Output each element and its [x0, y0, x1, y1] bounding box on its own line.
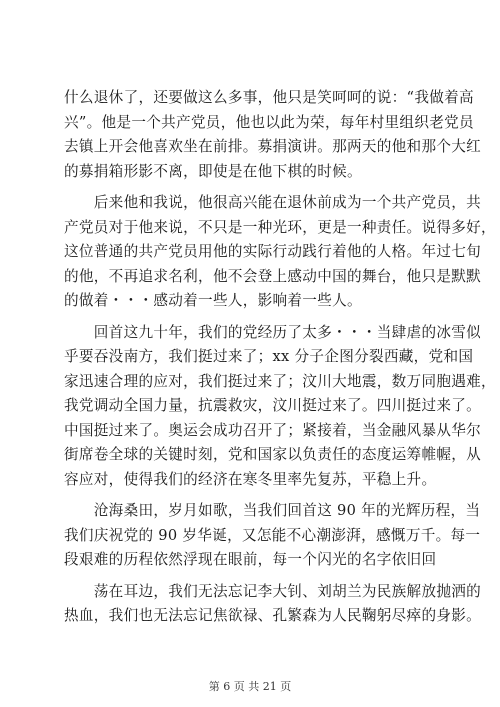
paragraph — [64, 321, 496, 493]
paragraph — [64, 191, 496, 314]
text-line: 乎要吞没南方，我们挺过来了；xx 分子企图分裂西藏，党和国 — [64, 348, 474, 365]
text-line: 我党调动全国力量，抗震救灾，汶川挺过来了。四川挺过来了。 — [64, 397, 482, 414]
text-line: 我们庆祝党的 90 岁华诞，又怎能不心潮澎湃，感慨万千。每一 — [64, 526, 481, 544]
text-line: 中国挺过来了。奥运会成功召开了；紧接着，当金融风暴从华尔 — [64, 421, 482, 439]
text-line: 这位普通的共产党员用他的实际行动践行着他的人格。年过七旬 — [64, 243, 482, 260]
text-line: 热血，我们也无法忘记焦欲禄、孔繁森为人民鞠躬尽瘁的身影。 — [64, 607, 482, 624]
page-number-footer: 第 6 页 共 21 页 — [208, 680, 292, 693]
text-line: 的募捐箱形影不离，即使是在他下棋的时候。 — [64, 162, 362, 180]
text-line: 家迅速合理的应对，我们挺过来了；汶川大地震，数万同胞遇难， — [64, 372, 496, 390]
text-line: 去镇上开会他喜欢坐在前排。募捐演讲。那两天的他和那个大红 — [64, 138, 482, 155]
text-line: 的他，不再追求名利，他不会登上感动中国的舞台，他只是默默 — [64, 267, 482, 285]
text-line: 后来他和我说，他很高兴能在退休前成为一个共产党员，共 — [64, 194, 482, 211]
text-line: 容应对，使得我们的经济在寒冬里率先复苏，平稳上升。 — [64, 470, 437, 488]
paragraph — [64, 580, 482, 629]
text-line: 沧海桑田，岁月如歌，当我们回首这 90 年的光辉历程，当 — [64, 502, 481, 519]
text-line: 产党员对于他来说，不只是一种光环，更是一种责任。说得多好， — [64, 218, 496, 236]
paragraph — [64, 499, 481, 573]
document-body — [64, 86, 496, 636]
text-line: 回首这九十年，我们的党经历了太多・・・当肆虐的冰雪似 — [64, 323, 482, 341]
text-line: 什么退休了，还要做这么多事，他只是笑呵呵的说：“我做着高 — [64, 89, 474, 106]
text-line: 街席卷全球的关键时刻，党和国家以负责任的态度运筹帷幄，从 — [64, 446, 482, 463]
text-line: 兴”。他是一个共产党员，他也以此为荣，每年村里组织老党员 — [64, 113, 474, 131]
text-line: 荡在耳边，我们无法忘记李大钊、刘胡兰为民族解放抛洒的 — [64, 582, 482, 600]
text-line: 段艰难的历程依然浮现在眼前，每一个闪光的名字依旧回 — [64, 551, 437, 568]
text-line: 的做着・・・感动着一些人，影响着一些人。 — [64, 292, 362, 309]
paragraph — [64, 86, 482, 184]
